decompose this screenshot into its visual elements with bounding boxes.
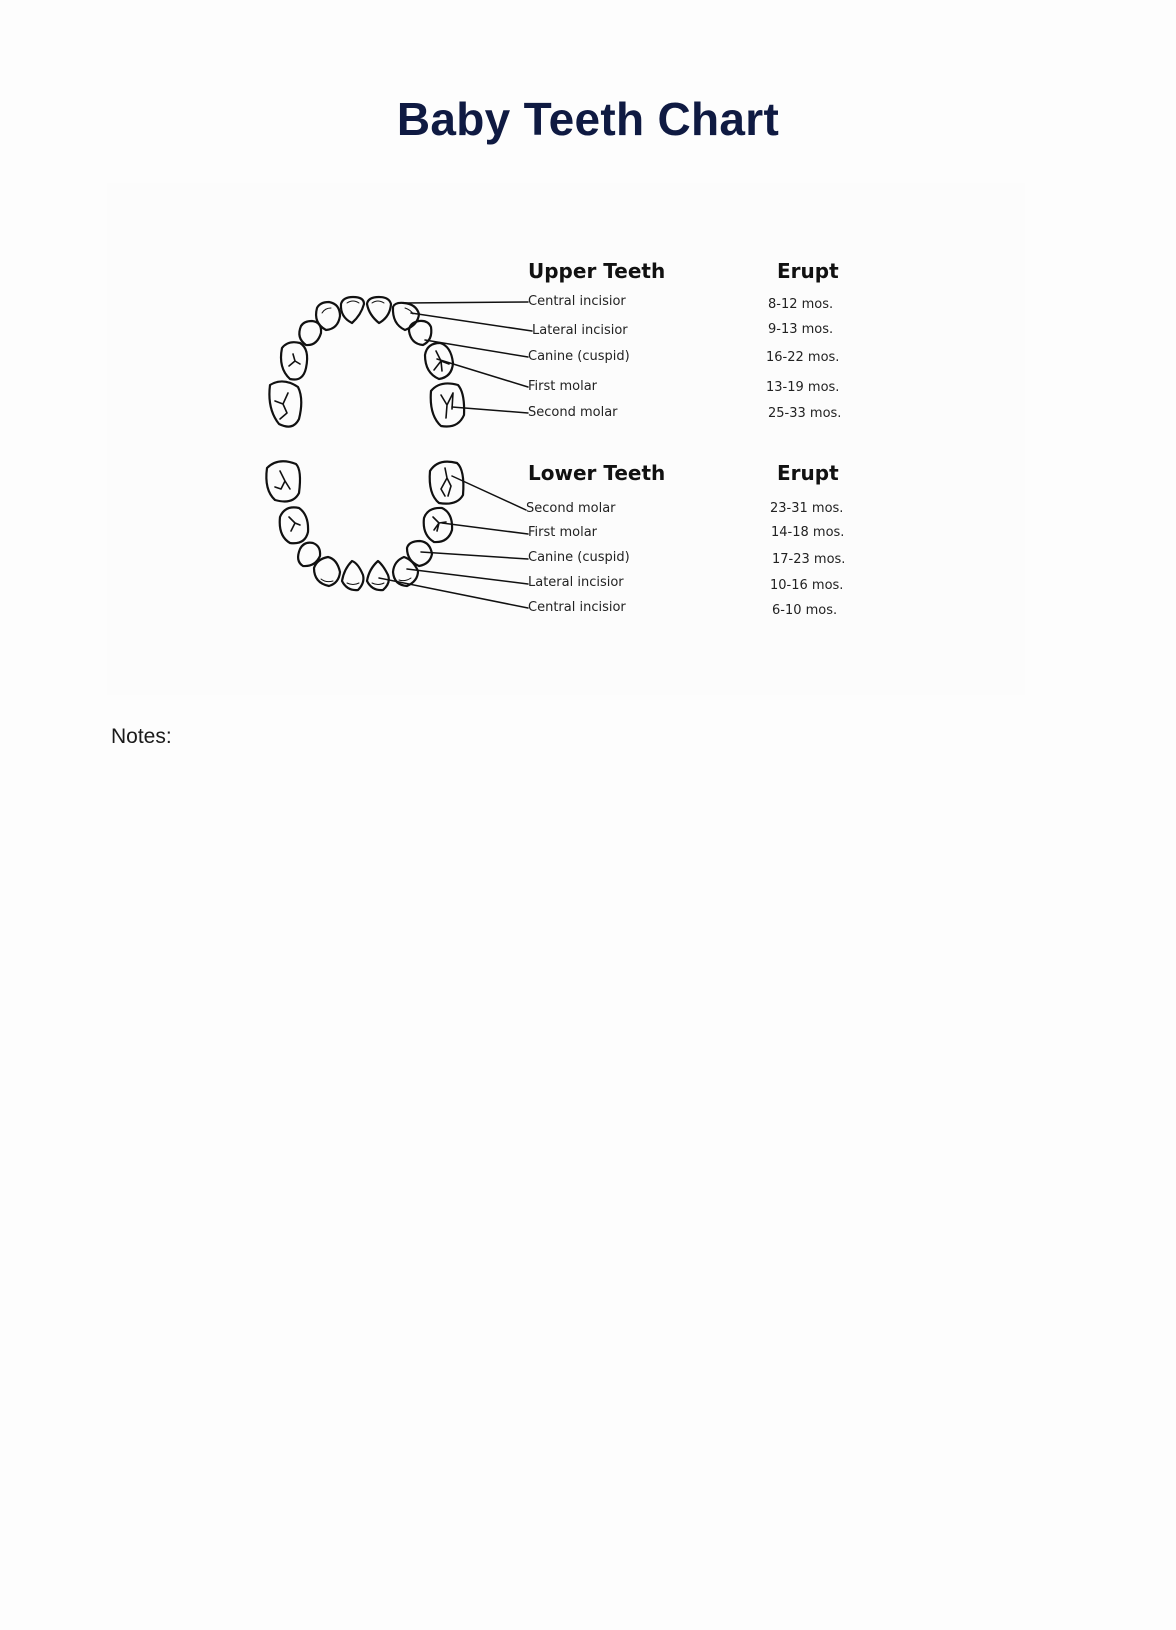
lower-erupt-value: 6-10 mos. bbox=[772, 603, 838, 618]
upper-erupt-value: 25-33 mos. bbox=[768, 406, 842, 421]
lower-tooth-label: Canine (cuspid) bbox=[528, 550, 630, 565]
lower-tooth-label: Central incisior bbox=[528, 600, 626, 615]
upper-erupt-value: 13-19 mos. bbox=[766, 380, 840, 395]
teeth-chart-figure bbox=[107, 183, 1025, 695]
lower-erupt-value: 17-23 mos. bbox=[772, 552, 846, 567]
lower-arch-icon bbox=[266, 461, 463, 590]
upper-tooth-label: Central incisior bbox=[528, 294, 626, 309]
lower-erupt-value: 10-16 mos. bbox=[770, 578, 844, 593]
upper-erupt-value: 16-22 mos. bbox=[766, 350, 840, 365]
lower-teeth-heading: Lower Teeth bbox=[528, 461, 666, 485]
upper-erupt-heading: Erupt bbox=[777, 259, 839, 283]
notes-label: Notes: bbox=[111, 725, 172, 748]
upper-tooth-label: Second molar bbox=[528, 405, 618, 420]
upper-erupt-value: 8-12 mos. bbox=[768, 297, 834, 312]
upper-teeth-heading: Upper Teeth bbox=[528, 259, 666, 283]
upper-tooth-label: Canine (cuspid) bbox=[528, 349, 630, 364]
upper-tooth-label: First molar bbox=[528, 379, 598, 394]
lower-leader-lines bbox=[379, 476, 528, 608]
lower-tooth-label: Second molar bbox=[526, 501, 616, 516]
upper-erupt-value: 9-13 mos. bbox=[768, 322, 834, 337]
lower-erupt-value: 23-31 mos. bbox=[770, 501, 844, 516]
lower-tooth-label: Lateral incisior bbox=[528, 575, 624, 590]
upper-tooth-label: Lateral incisior bbox=[532, 323, 628, 338]
lower-erupt-value: 14-18 mos. bbox=[771, 525, 845, 540]
lower-erupt-heading: Erupt bbox=[777, 461, 839, 485]
lower-tooth-label: First molar bbox=[528, 525, 598, 540]
page-title: Baby Teeth Chart bbox=[396, 93, 780, 145]
